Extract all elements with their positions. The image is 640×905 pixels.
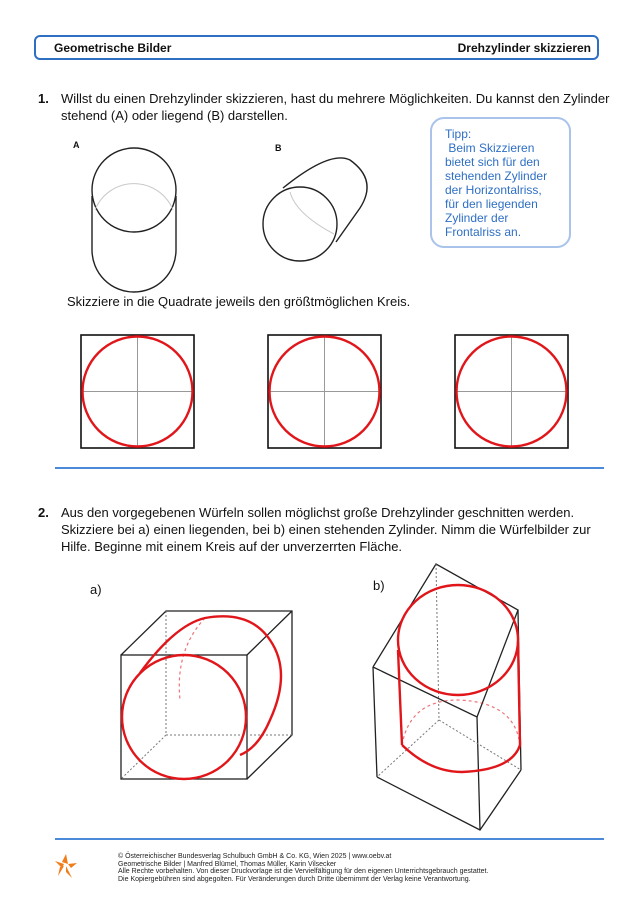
footer-line: Die Kopiergebühren sind abgegolten. Für Veränderungen durch Dritte übernimmt der Verlag keine Verantwortung. [118,875,471,883]
cube-a-label: a) [90,582,102,597]
tip-line: Frontalriss an. [445,225,522,239]
cylinder-b-label: B [275,143,282,153]
task-1-line-2: stehend (A) oder liegend (B) darstellen. [61,108,288,123]
footer-line: © Österreichischer Bundesverlag Schulbuch GmbH & Co. KG, Wien 2025 | www.oebv.at [118,853,392,860]
header-title: Drehzylinder skizzieren [457,41,591,55]
star-logo-icon [54,852,78,880]
footer-divider [55,838,604,840]
tip-line: für den liegenden [445,197,538,211]
header-topic: Geometrische Bilder [54,41,172,55]
tip-line: Tipp: [445,127,472,141]
cylinder-a-label: A [73,140,80,150]
task-1-number: 1. [38,91,49,106]
tip-line: der Horizontalriss, [445,183,542,197]
tip-line: stehenden Zylinder [445,169,548,183]
task-2-line-2: Skizziere bei a) einen liegenden, bei b) einen stehenden Zylinder. Nimm die Würfelbilder zur [61,522,591,537]
footer-line: Alle Rechte vorbehalten. Von dieser Druckvorlage ist die Vervielfältigung für den eigenen Unterrichtsgebrauch gestattet. [118,868,489,876]
task-2-line-1: Aus den vorgegebenen Würfeln sollen möglichst große Drehzylinder geschnitten werden. [61,505,575,520]
task-1-line-1: Willst du einen Drehzylinder skizzieren, hast du mehrere Möglichkeiten. Du kannst den Zylinder [61,91,610,106]
task-2-number: 2. [38,505,49,520]
cube-b-label: b) [373,578,385,593]
task-2-line-3: Hilfe. Beginne mit einem Kreis auf der unverzerrten Fläche. [61,539,403,554]
tip-line: Beim Skizzieren [445,141,535,155]
tip-line: Zylinder der [445,211,509,225]
task-1-instruction: Skizziere in die Quadrate jeweils den größtmöglichen Kreis. [67,294,411,309]
tip-line: bietet sich für den [445,155,540,169]
footer-copyright [118,853,488,883]
footer-line: Geometrische Bilder | Manfred Blümel, Thomas Müller, Karin Vilsecker [118,860,337,868]
